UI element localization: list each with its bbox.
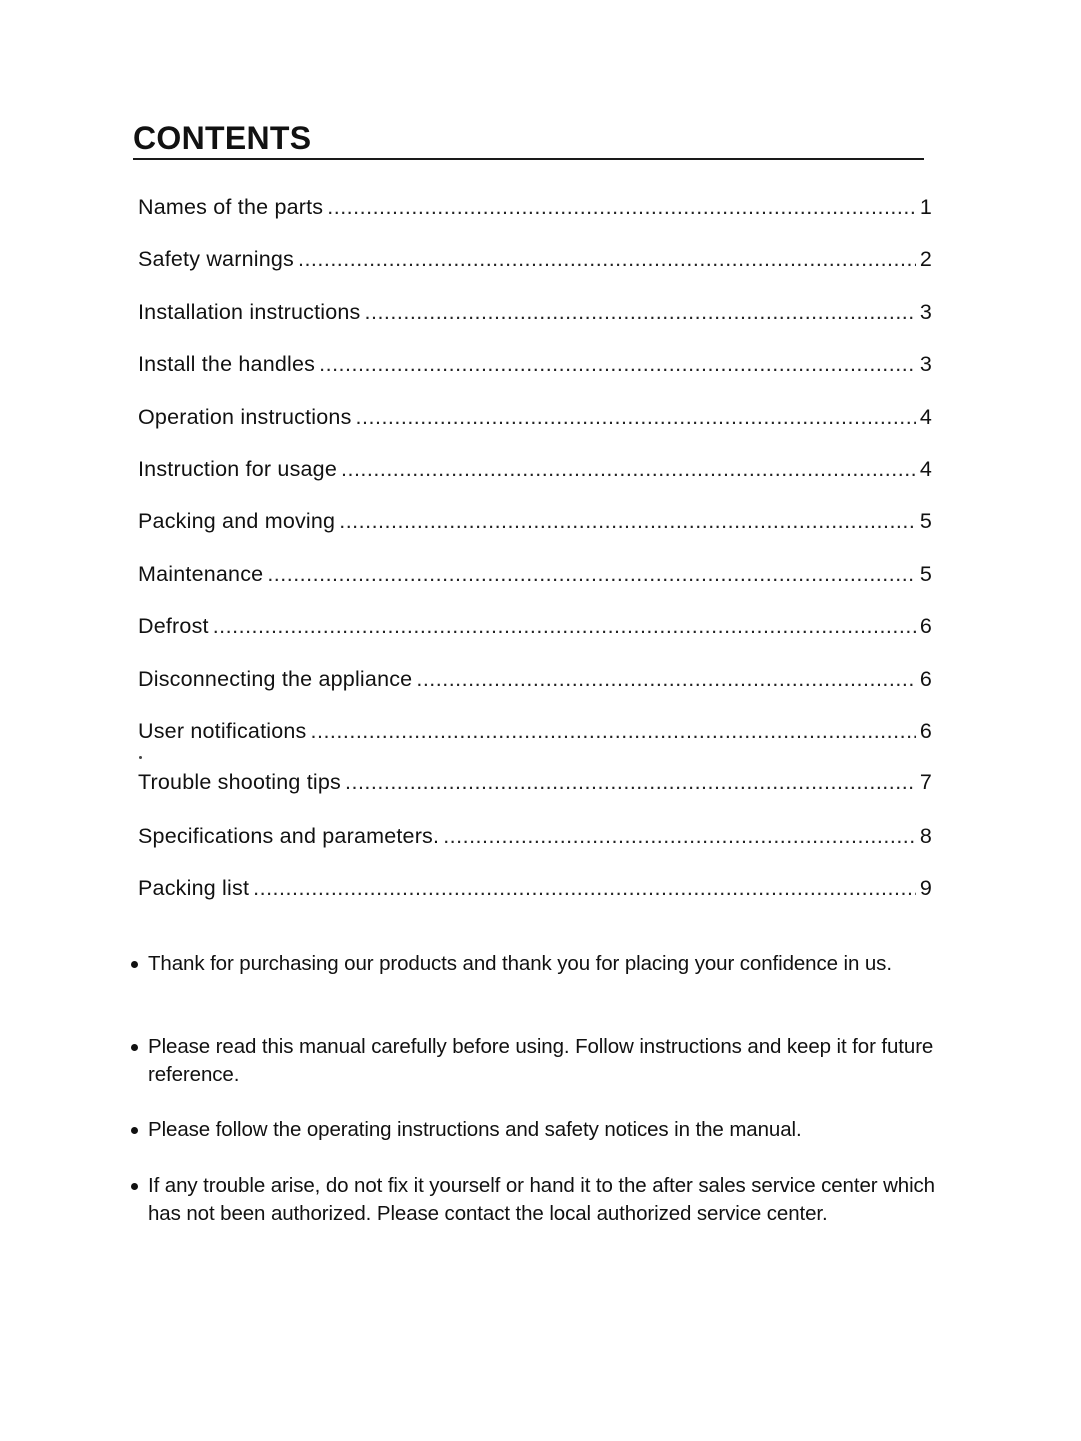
toc-entry-page: 4 xyxy=(919,405,932,429)
toc-entry-operation-instructions xyxy=(138,400,932,434)
bullet-icon xyxy=(131,1044,138,1051)
dot-leader xyxy=(365,295,917,329)
toc-entry-label: User notifications xyxy=(138,719,307,743)
toc-entry-names-of-parts xyxy=(138,190,932,224)
toc-entry-page: 6 xyxy=(919,614,932,638)
toc-entry-page: 5 xyxy=(919,509,932,533)
dot-leader xyxy=(416,662,916,696)
note-text: If any trouble arise, do not fix it yourself or hand it to the after sales service center which has not been authorized. Please contact the local authorized service center. xyxy=(148,1174,935,1225)
toc-entry-user-notifications xyxy=(138,714,932,748)
dot-leader xyxy=(443,819,916,853)
dot-leader xyxy=(298,242,916,276)
note-text: Please read this manual carefully before using. Follow instructions and keep it for future reference. xyxy=(148,1035,934,1086)
toc-entry-maintenance xyxy=(138,557,932,591)
toc-entry-page: 6 xyxy=(919,667,932,691)
dot-leader xyxy=(213,609,916,643)
toc-entry-defrost xyxy=(138,609,932,643)
toc-entry-page: 2 xyxy=(919,247,932,271)
toc-entry-page: 3 xyxy=(919,300,932,324)
dot-leader xyxy=(327,190,916,224)
toc-entry-install-handles xyxy=(138,347,932,381)
note-item xyxy=(131,950,936,978)
toc-entry-packing-list xyxy=(138,871,932,905)
toc-entry-disconnecting-appliance xyxy=(138,662,932,696)
contents-heading xyxy=(133,118,924,160)
toc-entry-label: Operation instructions xyxy=(138,405,352,429)
toc-entry-label: Maintenance xyxy=(138,562,264,586)
toc-entry-page: 1 xyxy=(919,195,932,219)
toc-entry-label: Installation instructions xyxy=(138,300,361,324)
dot-leader xyxy=(345,765,916,799)
dot-leader xyxy=(311,714,916,748)
toc-entry-page: 7 xyxy=(919,770,932,794)
toc-entry-page: 4 xyxy=(919,457,932,481)
dot-leader xyxy=(253,871,916,905)
toc-entry-label: Packing and moving xyxy=(138,509,336,533)
toc-entry-label: Trouble shooting tips xyxy=(138,770,341,794)
note-text: Please follow the operating instructions and safety notices in the manual. xyxy=(148,1118,802,1141)
toc-entry-page: 6 xyxy=(919,719,932,743)
toc-entry-trouble-shooting-tips xyxy=(138,765,932,799)
dot-leader xyxy=(356,400,916,434)
note-text: Thank for purchasing our products and thank you for placing your confidence in us. xyxy=(148,952,892,975)
toc-entry-label: Instruction for usage xyxy=(138,457,338,481)
toc-entry-page: 9 xyxy=(919,876,932,900)
note-item xyxy=(131,1172,936,1228)
toc-entry-label: Names of the parts xyxy=(138,195,324,219)
note-item xyxy=(131,1116,936,1144)
toc-entry-page: 8 xyxy=(919,824,932,848)
toc-entry-label: Defrost xyxy=(138,614,209,638)
toc-entry-installation-instructions xyxy=(138,295,932,329)
toc-entry-page: 3 xyxy=(919,352,932,376)
stray-print-dot xyxy=(139,756,142,759)
toc-entry-instruction-for-usage xyxy=(138,452,932,486)
dot-leader xyxy=(267,557,916,591)
dot-leader xyxy=(341,452,916,486)
dot-leader xyxy=(319,347,916,381)
toc-entry-specifications xyxy=(138,819,932,853)
toc-entry-label: Install the handles xyxy=(138,352,316,376)
note-item xyxy=(131,1033,936,1089)
dot-leader xyxy=(339,504,916,538)
toc-entry-label: Specifications and parameters. xyxy=(138,824,440,848)
toc-entry-label: Packing list xyxy=(138,876,250,900)
bullet-icon xyxy=(131,1183,138,1190)
bullet-icon xyxy=(131,1127,138,1134)
toc-entry-page: 5 xyxy=(919,562,932,586)
toc-entry-label: Safety warnings xyxy=(138,247,294,271)
toc-entry-packing-and-moving xyxy=(138,504,932,538)
toc-entry-label: Disconnecting the appliance xyxy=(138,667,413,691)
bullet-icon xyxy=(131,961,138,968)
page-title: CONTENTS xyxy=(133,120,312,156)
toc-entry-safety-warnings xyxy=(138,242,932,276)
